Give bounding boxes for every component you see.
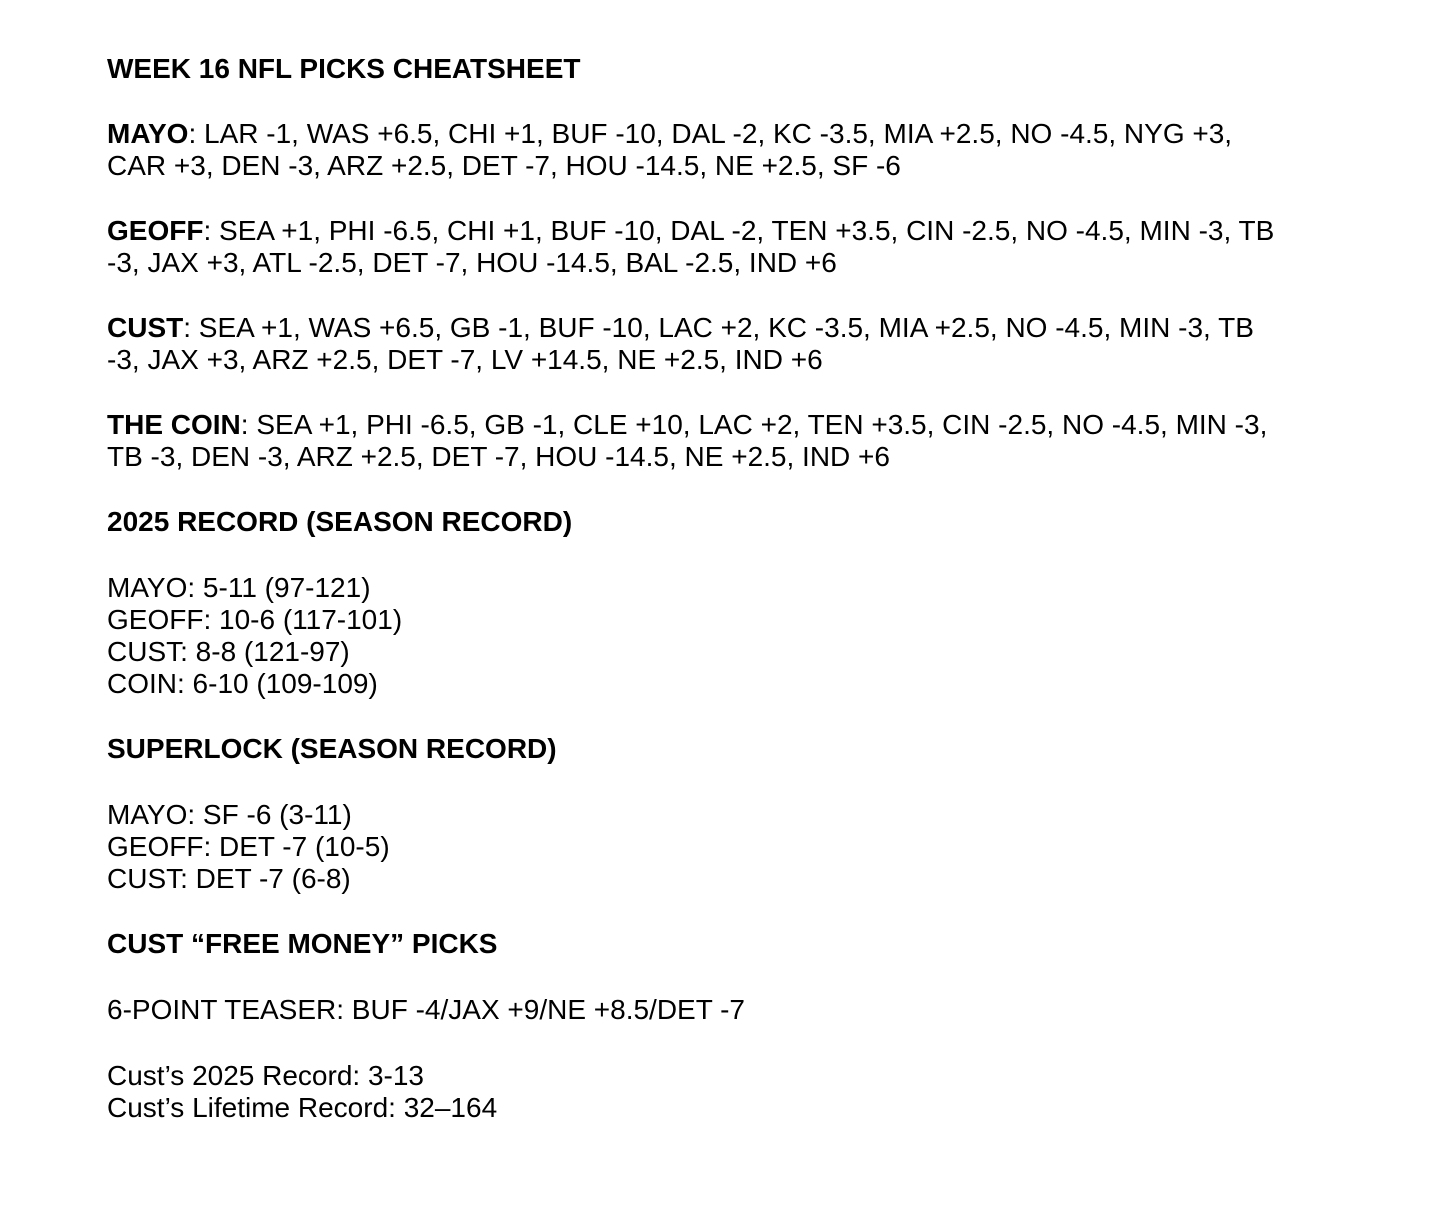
picks-text: : SEA +1, WAS +6.5, GB -1, BUF -10, LAC +2, KC -3.5, MIA +2.5, NO -4.5, MIN -3, TB [183,312,1254,343]
picks-the-coin [107,409,1342,473]
picks-line [107,118,1342,150]
picks-line [107,312,1342,344]
picks-mayo [107,118,1342,182]
picks-text: -3, JAX +3, ARZ +2.5, DET -7, LV +14.5, NE +2.5, IND +6 [107,344,823,375]
picks-geoff [107,215,1342,279]
spacer [107,960,1342,994]
picks-line [107,409,1342,441]
spacer [107,538,1342,572]
picks-text: -3, JAX +3, ATL -2.5, DET -7, HOU -14.5, BAL -2.5, IND +6 [107,247,837,278]
teaser-pick: 6-POINT TEASER: BUF -4/JAX +9/NE +8.5/DET -7 [107,994,745,1025]
picker-name: THE COIN [107,409,241,440]
picks-text: : SEA +1, PHI -6.5, CHI +1, BUF -10, DAL -2, TEN +3.5, CIN -2.5, NO -4.5, MIN -3, TB [203,215,1275,246]
superlock-entry: MAYO: SF -6 (3-11) [107,799,352,830]
superlock-entry: GEOFF: DET -7 (10-5) [107,831,390,862]
spacer [107,700,1342,733]
picker-name: GEOFF [107,215,204,246]
season-record-entry: MAYO: 5-11 (97-121) [107,572,371,603]
page-title: WEEK 16 NFL PICKS CHEATSHEET [107,53,581,84]
cust-record-list [107,1060,1342,1124]
picks-text: TB -3, DEN -3, ARZ +2.5, DET -7, HOU -14.5, NE +2.5, IND +6 [107,441,890,472]
spacer [107,895,1342,928]
spacer [107,1026,1342,1060]
season-record-list [107,572,1342,700]
picks-cust [107,312,1342,376]
picks-text: CAR +3, DEN -3, ARZ +2.5, DET -7, HOU -14.5, NE +2.5, SF -6 [107,150,901,181]
spacer [107,85,1342,118]
season-record-entry: COIN: 6-10 (109-109) [107,668,378,699]
picker-name: CUST [107,312,184,343]
spacer [107,279,1342,312]
superlock-heading: SUPERLOCK (SEASON RECORD) [107,733,557,764]
free-money-heading: CUST “FREE MONEY” PICKS [107,928,498,959]
cust-2025-record: Cust’s 2025 Record: 3-13 [107,1060,424,1091]
picks-text: : SEA +1, PHI -6.5, GB -1, CLE +10, LAC +2, TEN +3.5, CIN -2.5, NO -4.5, MIN -3, [240,409,1268,440]
spacer [107,182,1342,215]
superlock-list [107,799,1342,895]
picks-line [107,215,1342,247]
spacer [107,473,1342,506]
spacer [107,765,1342,799]
spacer [107,376,1342,409]
cheatsheet-document [107,53,1342,1124]
season-record-entry: GEOFF: 10-6 (117-101) [107,604,403,635]
picks-text: : LAR -1, WAS +6.5, CHI +1, BUF -10, DAL -2, KC -3.5, MIA +2.5, NO -4.5, NYG +3, [188,118,1233,149]
cust-lifetime-record: Cust’s Lifetime Record: 32–164 [107,1092,498,1123]
picker-name: MAYO [107,118,189,149]
season-record-heading: 2025 RECORD (SEASON RECORD) [107,506,573,537]
superlock-entry: CUST: DET -7 (6-8) [107,863,351,894]
season-record-entry: CUST: 8-8 (121-97) [107,636,350,667]
